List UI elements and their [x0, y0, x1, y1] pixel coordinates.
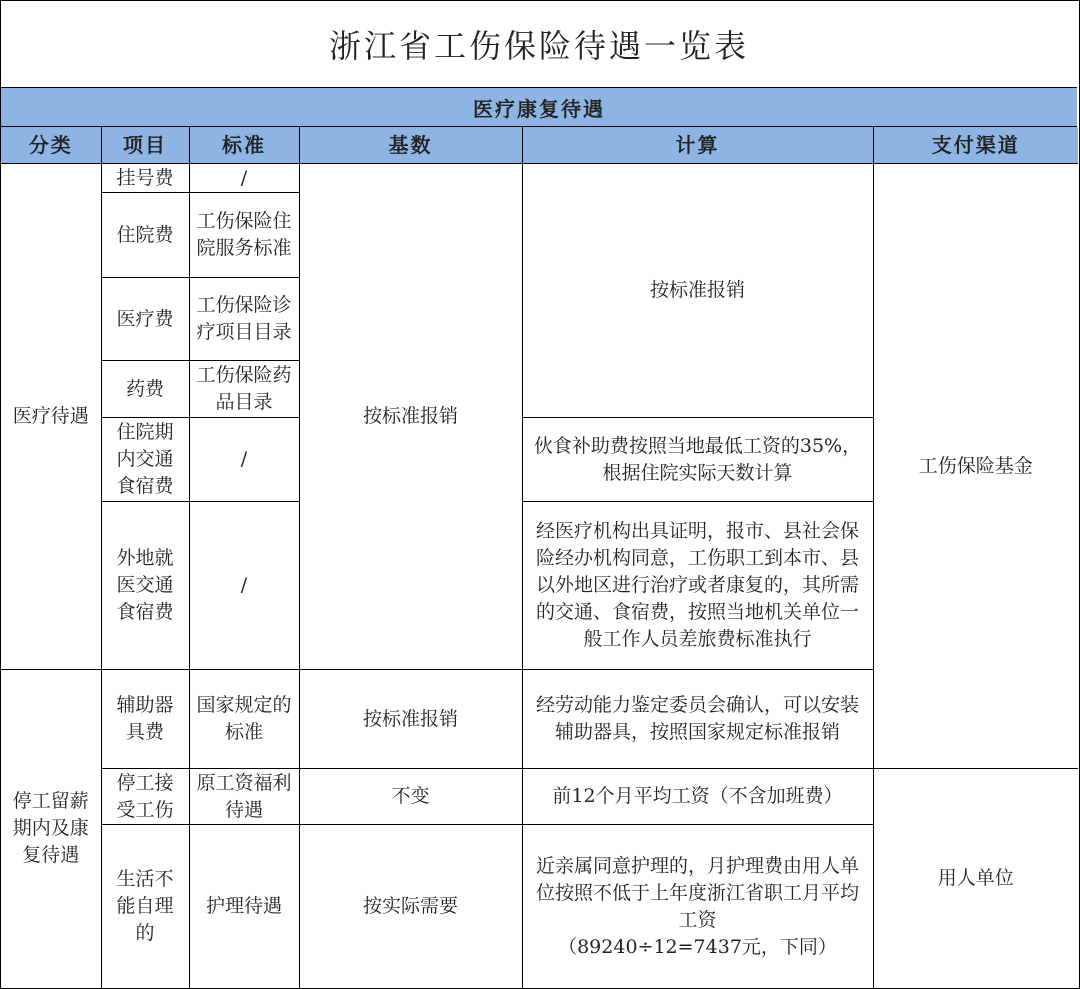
base-medical: 按标准报销: [299, 164, 522, 670]
standard-hospital: 工伤保险住院服务标准: [189, 193, 299, 278]
item-outside-travel: 外地就医交通食宿费: [101, 502, 189, 670]
header-standard: 标准: [189, 127, 299, 164]
header-item: 项目: [101, 127, 189, 164]
standard-drug: 工伤保险药品目录: [189, 361, 299, 418]
calc-leave: 前12个月平均工资（不含加班费）: [522, 769, 873, 825]
standard-registration: /: [189, 164, 299, 193]
standard-treatment: 工伤保险诊疗项目目录: [189, 278, 299, 361]
table-row: [1, 769, 1078, 825]
section-header: 医疗康复待遇: [1, 88, 1077, 127]
header-calc: 计算: [522, 127, 873, 164]
standard-leave: 原工资福利待遇: [189, 769, 299, 825]
header-category: 分类: [1, 127, 101, 164]
table-row: [1, 164, 1078, 193]
item-hospital: 住院费: [101, 193, 189, 278]
standard-outside-travel: /: [189, 502, 299, 670]
base-care: 按实际需要: [299, 825, 522, 989]
base-leave: 不变: [299, 769, 522, 825]
header-channel: 支付渠道: [873, 127, 1078, 164]
calc-aids: 经劳动能力鉴定委员会确认，可以安装辅助器具，按照国家规定标准报销: [522, 670, 873, 769]
item-leave: 停工接受工伤: [101, 769, 189, 825]
item-aids: 辅助器具费: [101, 670, 189, 769]
item-treatment: 医疗费: [101, 278, 189, 361]
calc-outside: 经医疗机构出具证明，报市、县社会保险经办机构同意，工伤职工到本市、县以外地区进行治疗或者康复的，其所需的交通、食宿费，按照当地机关单位一般工作人员差旅费标准执行: [522, 502, 873, 670]
item-inpatient-travel: 住院期内交通食宿费: [101, 418, 189, 502]
header-row: [1, 127, 1078, 164]
base-aids: 按标准报销: [299, 670, 522, 769]
standard-aids: 国家规定的标准: [189, 670, 299, 769]
standard-inpatient-travel: /: [189, 418, 299, 502]
benefits-table: [1, 127, 1078, 989]
channel-employer: 用人单位: [873, 769, 1078, 989]
calc-care-note: （89240÷12=7437元，下同）: [558, 935, 837, 958]
calc-care: [522, 825, 873, 989]
header-base: 基数: [299, 127, 522, 164]
calc-reimburse: 按标准报销: [522, 164, 873, 418]
item-care: 生活不能自理的: [101, 825, 189, 989]
page-title: 浙江省工伤保险待遇一览表: [1, 1, 1077, 88]
calc-meal: 伙食补助费按照当地最低工资的35%，根据住院实际天数计算: [522, 418, 873, 502]
channel-fund: 工伤保险基金: [873, 164, 1078, 769]
standard-care: 护理待遇: [189, 825, 299, 989]
item-registration: 挂号费: [101, 164, 189, 193]
category-medical: 医疗待遇: [1, 164, 101, 670]
category-rehab: 停工留薪期内及康复待遇: [1, 670, 101, 989]
item-drug: 药费: [101, 361, 189, 418]
calc-care-text: 近亲属同意护理的，月护理费由用人单位按照不低于上年度浙江省职工月平均工资: [535, 854, 859, 931]
